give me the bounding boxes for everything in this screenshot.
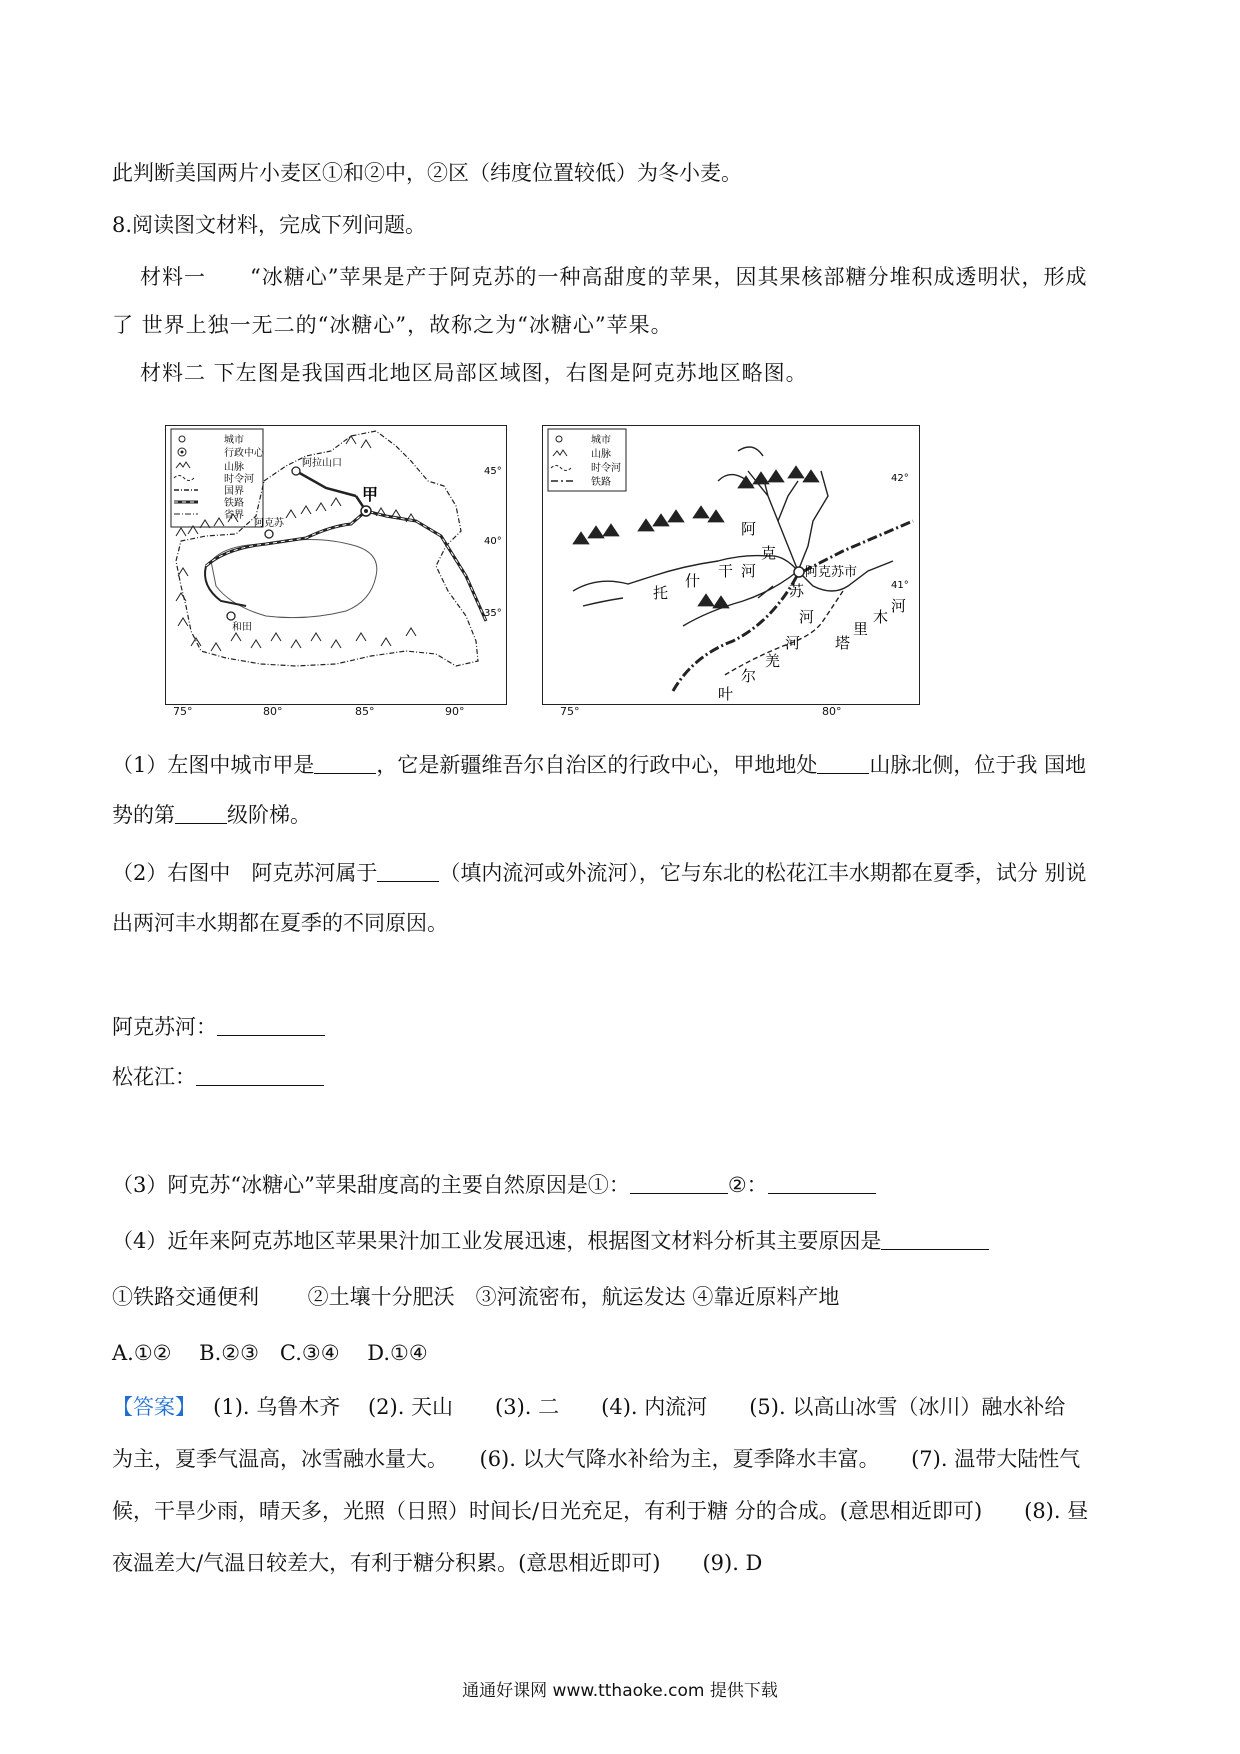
q1-text-d: 势的第 — [112, 803, 175, 827]
left-lat-35: 35° — [484, 608, 502, 619]
question-4-options: ①铁路交通便利 ②土壤十分肥沃 ③河流密布，航运发达 ④靠近原料产地 — [112, 1285, 840, 1309]
r-legend-seasonal-river: 时令河 — [591, 463, 621, 474]
q4-blank[interactable] — [881, 1227, 989, 1250]
left-lon-label-80: 80° — [263, 705, 283, 718]
label-shi: 什 — [685, 572, 701, 590]
legend-mountain: 山脉 — [224, 462, 244, 473]
material-2-line: 材料二 下左图是我国西北地区局部区域图，右图是阿克苏地区略图。 — [140, 361, 808, 385]
r-legend-railway: 铁路 — [591, 477, 611, 488]
question-2-line-1 — [112, 858, 1087, 888]
label-ta: 塔 — [835, 634, 851, 652]
left-lat-45: 45° — [484, 466, 502, 477]
q2-songhua-blank[interactable] — [196, 1063, 324, 1086]
q2-akesu-answer-line — [112, 1012, 325, 1042]
label-er: 尔 — [741, 667, 757, 685]
r-legend-city: 城市 — [591, 435, 611, 446]
left-lon-label-75: 75° — [173, 705, 193, 718]
right-lon-label-80: 80° — [822, 705, 842, 718]
legend-border: 国界 — [224, 486, 244, 497]
label-mu: 木 — [873, 608, 889, 626]
q3-blank-1[interactable] — [630, 1171, 728, 1194]
material-1-line-1: 材料一 “冰糖心”苹果是产于阿克苏的一种高甜度的苹果，因其果核部糖分堆积成透明状，形成 — [140, 265, 1088, 289]
q1-text-a: （1）左图中城市甲是 — [112, 753, 315, 777]
label-tuo: 托 — [653, 584, 669, 602]
q4-text-a: （4）近年来阿克苏地区苹果果汁加工业发展迅速，根据图文材料分析其主要原因是 — [112, 1229, 882, 1253]
right-lat-42: 42° — [891, 473, 909, 484]
q3-blank-2[interactable] — [768, 1171, 876, 1194]
answer-text-1: (1). 乌鲁木齐 (2). 天山 (3). 二 (4). 内流河 (5). 以高山冰雪（冰川）融水补给 — [185, 1395, 1066, 1419]
legend-city: 城市 — [224, 435, 244, 446]
answer-line-1 — [112, 1392, 1065, 1422]
q1-text-e: 级阶梯。 — [227, 803, 311, 827]
r-legend-mountain: 山脉 — [591, 449, 611, 460]
question-3-line — [112, 1170, 876, 1200]
q1-text-c: 山脉北侧，位于我 国地 — [869, 753, 1087, 777]
question-1-line-2 — [112, 800, 311, 830]
left-map — [165, 425, 507, 705]
label-he2: 河 — [799, 608, 815, 626]
q2-text-a: （2）右图中 阿克苏河属于 — [112, 861, 378, 885]
right-lon-label-75: 75° — [560, 705, 580, 718]
label-gan: 干 — [718, 562, 734, 580]
q2-songhua-label: 松花江： — [112, 1065, 196, 1089]
q2-akesu-blank[interactable] — [217, 1013, 325, 1036]
label-jia: 甲 — [362, 485, 379, 504]
label-alashankou: 阿拉山口 — [302, 458, 342, 469]
q1-blank-3[interactable] — [175, 801, 227, 824]
legend-seasonal-river: 时令河 — [224, 474, 254, 485]
label-he5: 河 — [785, 634, 801, 652]
right-map-lon-axis — [542, 705, 918, 721]
label-su: 苏 — [789, 582, 805, 600]
q1-text-b: ，它是新疆维吾尔自治区的行政中心，甲地地处 — [376, 753, 818, 777]
left-map-lon-axis — [165, 705, 505, 721]
text-line-1: 此判断美国两片小麦区①和②中，②区（纬度位置较低）为冬小麦。 — [112, 161, 742, 185]
answer-line-2: 为主，夏季气温高，冰雪融水量大。 (6). 以大气降水补给为主，夏季降水丰富。 (7). 温带大陆性气 — [112, 1447, 1081, 1471]
label-hetian: 和田 — [232, 622, 252, 633]
right-map — [542, 425, 920, 705]
q2-blank-1[interactable] — [377, 859, 439, 882]
q1-blank-1[interactable] — [314, 751, 376, 774]
q3-text-b: ②： — [727, 1173, 768, 1197]
question-8-title: 8.阅读图文材料，完成下列问题。 — [112, 213, 427, 237]
legend-province-border: 省界 — [224, 510, 244, 521]
label-akesu-city: 阿克苏市 — [805, 565, 858, 580]
left-lon-label-85: 85° — [355, 705, 375, 718]
question-2-line-2: 出两河丰水期都在夏季的不同原因。 — [112, 911, 448, 935]
page-footer: 通通好课网 www.tthaoke.com 提供下载 — [462, 1681, 778, 1701]
answer-tag: 【答案】 — [112, 1395, 186, 1419]
left-lon-label-90: 90° — [445, 705, 465, 718]
question-4-choices: A.①② B.②③ C.③④ D.①④ — [112, 1341, 428, 1365]
right-lat-41: 41° — [891, 580, 909, 591]
label-a: 阿 — [741, 520, 757, 538]
material-1-line-2: 了 世界上独一无二的“冰糖心”，故称之为“冰糖心”苹果。 — [112, 313, 673, 337]
q3-text-a: （3）阿克苏“冰糖心”苹果甜度高的主要自然原因是①： — [112, 1173, 630, 1197]
legend-admin-center: 行政中心 — [224, 448, 264, 459]
label-he4: 河 — [891, 597, 907, 615]
q1-blank-2[interactable] — [817, 751, 869, 774]
label-li: 里 — [853, 620, 869, 638]
label-qiang: 羌 — [765, 652, 781, 670]
legend-railway: 铁路 — [224, 498, 244, 509]
label-ke: 克 — [761, 544, 777, 562]
q2-songhua-answer-line — [112, 1062, 324, 1092]
question-1-line-1 — [112, 750, 1086, 780]
q2-text-b: （填内流河或外流河），它与东北的松花江丰水期都在夏季，试分 别说 — [439, 861, 1087, 885]
label-akesu: 阿克苏 — [254, 518, 284, 529]
label-he1: 河 — [741, 562, 757, 580]
left-lat-40: 40° — [484, 536, 502, 547]
answer-line-3: 候，干旱少雨，晴天多，光照（日照）时间长/日光充足，有利于糖 分的合成。(意思相近即可) (8). 昼 — [112, 1499, 1089, 1523]
q2-akesu-label: 阿克苏河： — [112, 1015, 217, 1039]
question-4-line — [112, 1226, 989, 1256]
label-ye: 叶 — [718, 685, 734, 703]
answer-line-4: 夜温差大/气温日较差大，有利于糖分积累。(意思相近即可) (9). D — [112, 1551, 763, 1575]
